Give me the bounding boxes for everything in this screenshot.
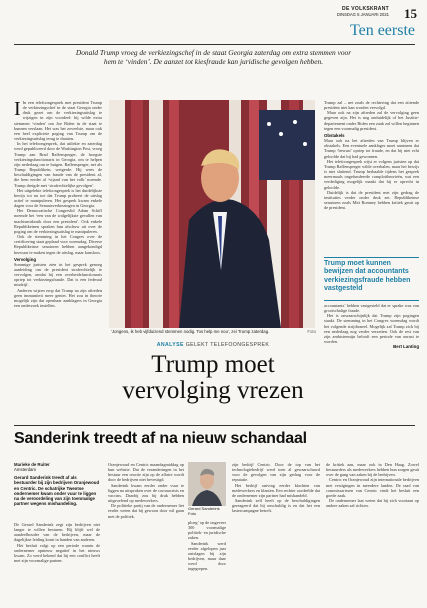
- page-header: [14, 6, 417, 20]
- paragraph: Sanderink werd eerder afgelopen jaar ontslagen bij zijn bedrijven, maar daar werd door ingegrepen.: [188, 540, 226, 572]
- trump-photo: [109, 100, 315, 328]
- article2-column-3: [188, 520, 226, 602]
- paragraph: accountants’ hebben vastgesteld dat er sprake was van grootschalige fraude.: [324, 303, 419, 314]
- paragraph: Het uitgelekte telefoongesprek is het duidelijkste bewijs tot nu toe dat Trump probeert de uitslag actief te manipuleren. Het gesprek kwam enkele dagen voor de Senaatsverkiezingen in Georgia.: [14, 187, 102, 209]
- article-intro: Donald Trump vroeg de verkiezingschef in de staat Georgia zaterdag om extra stemmen voor hem te ‘vinden’. De aanzet tot kiesfraude kan juridische gevolgen hebben.: [75, 48, 352, 67]
- paragraph: Anderen wijzen erop dat Trump na zijn aftreden geen immuniteit meer geniet. Het zou in theorie mogelijk zijn dat openbaar aanklagers in Georgia een onderzoek instellen.: [14, 287, 102, 309]
- article2-column-5: [326, 462, 419, 602]
- subheading: Vervolging: [14, 256, 36, 262]
- mid-divider: [14, 425, 415, 426]
- paragraph: Het telefoongesprek wijst er volgens juristen op dat Trump Raffensperger wilde overhalen, maar het bewijs is niet sluitend. Trump herhaalde tijdens het gesprek meermaals ongefundeerde complottheorieën, wat een verdediging mogelijk maakt dat hij er oprecht in geloofde.: [324, 158, 419, 190]
- paragraph: Sanderink zelf heeft op de beschuldigingen gereageerd dat hij onschuldig is en dat het een lastercampagne betreft.: [232, 498, 320, 514]
- subheading: Obstakels: [324, 132, 345, 138]
- article2-headline: Sanderink treedt af na nieuw schandaal: [14, 430, 307, 447]
- paper-name: DE VOLKSKRANT: [342, 6, 389, 12]
- portrait-illustration: [188, 462, 226, 506]
- paragraph: Het Democratische Congreslid Adam Schiff noemde het ‘een van de walgelijkste gevallen van machtsmisbruik door een president’. Ook enkele Republikeinen spraken hun afschuw uit over de poging om de verkiezingsuitslag te manipuleren.: [14, 208, 102, 234]
- pull-quote: Trump moet kunnen bewijzen dat accountants verkiezingsfraude hebben vastgesteld: [324, 260, 411, 293]
- byline: [14, 462, 100, 472]
- article-column-right: [324, 100, 419, 256]
- article-column-left: [14, 100, 102, 420]
- sanderink-photo: [188, 462, 226, 506]
- byline-place: Amsterdam: [14, 467, 36, 473]
- paragraph: Het bedrijf ontving eerder klachten van medewerkers en klanten. Een rechter oordeelde dat de ondernemer zijn partner had mishandeld.: [232, 482, 320, 498]
- paragraph: De ondernemer laat weten dat hij zich voortaan op andere zaken zal richten.: [326, 498, 419, 509]
- author-name: Bert Lanting: [393, 344, 419, 350]
- photo-illustration: [109, 100, 315, 328]
- photo-caption: [111, 329, 316, 334]
- drop-cap: I: [14, 100, 21, 120]
- paragraph: Oranjewoud en Centric maandagmiddag op hun website. Dat de veranderingen in het bestuur een reactie zijn op de affaire wordt door de bedrijven niet bevestigd.: [108, 462, 184, 483]
- paragraph: zijn bedrijf Centric. Door de top van het technologiebedrijf werd toen al gewaarschuwd voor de gevolgen van zijn gedrag voor de reputatie.: [232, 462, 320, 483]
- paragraph: Trump zal – net zoals de rechtering dat een zittende president niet kan worden vervolgd.: [324, 100, 419, 111]
- paragraph: Het besluit volgt op een periode waarin de ondernemer opnieuw negatief in het nieuws kwam. Zo werd bekend dat hij een conflict heeft met zijn voormalige partner.: [14, 542, 100, 564]
- article2-column-2: [108, 462, 184, 602]
- paragraph: De Gerard Sanderink zegt zijn bedrijven niet langer te willen besturen. Hij blijft wel de aandeelhouder van de bedrijven, maar de dagelijkse leiding komt in handen van anderen.: [14, 522, 100, 543]
- article2-lead: Gerard Sanderink treedt af als bestuurder bij zijn bedrijven Oranjewoud en Centric. De schatrijke Twentse ondernemer kwam onder vuur te liggen na de veroordeling van zijn toenmalige partner wegens mishandeling.: [14, 475, 100, 507]
- paragraph: Sanderink kwam eerder onder vuur te liggen na uitspraken over de coronacrisis en vaccins. Daarbij zou hij druk hebben uitgeoefend op medewerkers.: [108, 482, 184, 504]
- paragraph: Het is onwaarschijnlijk dat Trump zijn pogingen staakt. De stemming in het Congres woensdag wordt het volgende strijdtoneel. Mogelijk zal Trump zich bij een nederlaag nog verder verzetten. Ook de rest van zijn ambtstermijn belooft een periode van onrust te worden.: [324, 313, 419, 345]
- byline-name: Marieke de Ruiter: [14, 462, 50, 467]
- pullquote-rule-bottom: [324, 300, 419, 301]
- photo-credit: Foto: [307, 329, 316, 334]
- pullquote-rule-top: [324, 257, 419, 258]
- paragraph: In een telefoongesprek met president Trump de verkiezingschef in de staat Georgia onder druk gezet om de verkiezingsuitslag te wijzigen in zijn voordeel: hij wilde extra stemmen ‘vinden’ om Joe Biden in de staat te kunnen verslaan. Het was het zoveelste, maar ook een heel expliciete poging van Trump om de verkiezingsuitslag terug te draaien.: [14, 100, 102, 142]
- paragraph: de kritiek aan, maar ook in Den Haag. Zowel bestuurders als medewerkers hebben hun zorgen geuit over de gang van zaken bij de bedrijven.: [326, 462, 419, 478]
- article-column-right-lower: [324, 303, 419, 413]
- article-headline: Trump moet vervolging vrezen: [122, 351, 304, 404]
- paragraph: Duidelijk is dat de president met zijn gedrag de instituties verder onder druk zet. Republikeinse senatoren zoals Mitt Romney hebben kritiek geuit op de president.: [324, 189, 419, 211]
- paragraph: Centric en Oranjewoud zijn internationale bedrijven met vestigingen in meerdere landen. De raad van commissarissen van Centric vindt het besluit een goede zaak.: [326, 477, 419, 498]
- label-subject: GELEKT TELEFOONGESPREK: [185, 342, 270, 348]
- paragraph: Sommige juristen zien in het gesprek genoeg aanleiding om de president strafrechtelijk te vervolgen, omdat hij een overheidsfunctionaris opriep tot verkiezingsfraude. Dat is een federaal misdrijf.: [14, 261, 102, 288]
- label-tag: ANALYSE: [156, 342, 184, 348]
- paragraph: Maar ook na zijn aftreden zal de vervolging geen gegeven zijn. Het is nog onduidelijk of het Justitie-departement onder Biden een zaak zal willen beginnen tegen een voormalig president.: [324, 110, 419, 131]
- sanderink-caption: Gerard Sanderink Foto: [188, 506, 220, 516]
- paragraph: Maar ook na het aftreden van Trump blijven er obstakels. Een eventuele aanklager moet aantonen dat Trump ‘bewust’ opriep tot fraude, en dat hij niet echt geloofde dat hij had gewonnen.: [324, 138, 419, 159]
- top-divider: [14, 44, 415, 45]
- paragraph: Ook de stemming in het Congres over de certificering staat gepland voor woensdag. Diverse Republikeinse senatoren hebben aangekondigd bezwaar te maken tegen de uitslag, maar kansloos.: [14, 234, 102, 255]
- paragraph: ploeg’ op de ongeveer 300 voormalige politiek- en juridische zaken.: [188, 520, 226, 541]
- paper-date: DINSDAG 5 JANUARI 2021: [336, 12, 389, 17]
- article-label: [110, 342, 316, 348]
- section-title: Ten eerste: [349, 22, 415, 39]
- paragraph: In het telefoongesprek, dat uitlekte en zaterdag werd gepubliceerd door de Washington Post, vroeg Trump aan Brad Raffensperger, de hoogste verkiezingsfunctionaris in Georgia, om te helpen zijn nederlaag om te buigen. Raffensperger, net als Trump Republikein, weigerde. Hij wees de beschuldigingen van fraude van de president af, die hem eerder al ‘vijand van het volk’ noemde. Trump dreigde met ‘strafrechtelijke gevolgen’.: [14, 141, 102, 188]
- paragraph: De politieke partij van de ondernemer liet eerder weten dat hij gewoon door wil gaan met de politiek.: [108, 503, 184, 519]
- caption-text: ‘Jongens, ik heb vijfduizend stemmen nodig. Tos help me nou’, zei Trump zaterdag.: [111, 329, 270, 334]
- page-number: 15: [404, 6, 417, 21]
- article2-column-1: [14, 522, 100, 602]
- article2-column-4: [232, 462, 320, 602]
